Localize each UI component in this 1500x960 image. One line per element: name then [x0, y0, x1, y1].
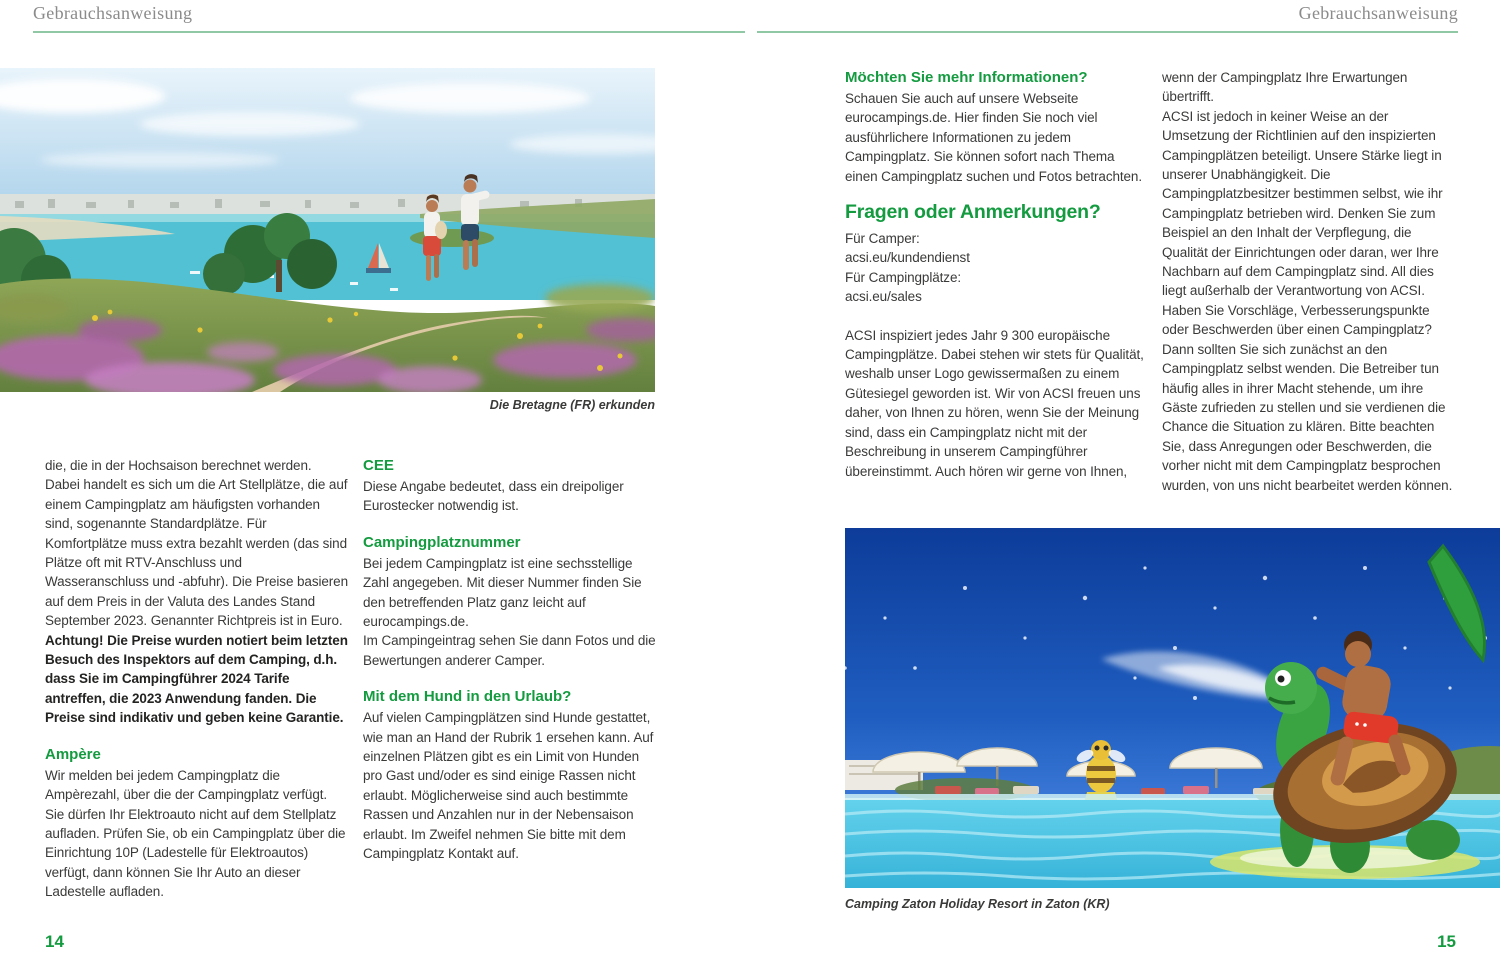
contact-link-sales: acsi.eu/sales — [845, 289, 922, 305]
paragraph-price-warning: Achtung! Die Preise wurden notiert beim letzten Besuch des Inspektors auf dem Camping, d.h. dass Sie im Campingführer 2024 Tarife antreffen, die 2023 Anwendung fanden. Die Preise sind indikativ und geben keine Garantie. — [45, 632, 348, 726]
paragraph-cee: Diese Angabe bedeutet, dass ein dreipoliger Eurostecker notwendig ist. — [363, 479, 624, 514]
zaton-waterpark-photo — [845, 528, 1500, 888]
brittany-photo-caption: Die Bretagne (FR) erkunden — [489, 398, 655, 412]
paragraph-hund: Auf vielen Campingplätzen sind Hunde gestattet, wie man an Hand der Rubrik 1 ersehen kann. Auf einzelnen Plätzen gibt es ein Limit von Hunden pro Gast und/oder es sind einige Rassen nicht erlaubt. Möglicherweise sind auch bestimmte Rassen und Anzahlen nur in der Nebensaison erlaubt. Im Zweifel nehmen Sie bitte mit dem Campingplatz Kontakt auf. — [363, 710, 654, 862]
page-header-left: Gebrauchsanweisung — [33, 3, 193, 23]
heading-mehr-informationen: Möchten Sie mehr Informationen? — [845, 69, 1088, 86]
contact-line-campingplaetze-label: Für Campingplätze: — [845, 269, 962, 285]
paragraph-campingplatznummer-2: Im Campingeintrag sehen Sie dann Fotos und die Bewertungen anderer Camper. — [363, 633, 656, 668]
left-page-column-1 — [45, 456, 348, 902]
paragraph-acsi-inspektion: ACSI inspiziert jedes Jahr 9 300 europäische Campingplätze. Dabei stehen wir stets für Qualität, weshalb unser Logo gewissermaßen zu einem Gütesiegel geworden ist. Wir von ACSI freuen uns daher, von Ihnen zu hören, wenn Sie der Meinung sind, dass ein Campingplatz nicht mit der Beschreibung in unserem Campingführer übereinstimmt. Auch hören wir gerne von Ihnen, — [845, 327, 1144, 479]
contact-line-camper-label: Für Camper: — [845, 231, 920, 247]
paragraph-campingplatznummer-1: Bei jedem Campingplatz ist eine sechsstellige Zahl angegeben. Mit dieser Nummer finden Sie den betreffenden Platz ganz leicht auf eurocampings.de. — [363, 555, 642, 630]
heading-cee: CEE — [363, 457, 394, 474]
left-page-column-2 — [363, 456, 658, 864]
zaton-photo-caption: Camping Zaton Holiday Resort in Zaton (KR) — [845, 897, 1110, 911]
paragraph-erwartungen: wenn der Campingplatz Ihre Erwartungen übertrifft. — [1162, 70, 1408, 105]
contact-link-kundendienst: acsi.eu/kundendienst — [845, 250, 970, 266]
heading-fragen-anmerkungen: Fragen oder Anmerkungen? — [845, 201, 1101, 224]
heading-campingplatznummer: Campingplatznummer — [363, 533, 521, 551]
right-page-column-1 — [845, 68, 1145, 481]
brittany-coast-illustration — [0, 68, 655, 392]
paragraph-ampere: Wir melden bei jedem Campingplatz die Ampèrezahl, über die der Campingplatz verfügt. Sie dürfen Ihr Elektroauto nicht auf dem Stellplatz aufladen. Prüfen Sie, ob ein Campingplatz über die Einrichtung 10P (Ladestelle für Elektroautos) verfügt, dann können Sie Ihr Auto an dieser Ladestelle aufladen. — [45, 767, 346, 900]
paragraph-prices-intro: die, die in der Hochsaison berechnet werden. Dabei handelt es sich um die Art Stellplätze, die auf einem Campingplatz am häufigsten vorhanden sind, sogenannte Standardplätze. Für Komfortplätze muss extra bezahlt werden (das sind Plätze oft mit RTV-Anschluss und Wasseranschluss und -abfuhr). Die Preise basieren auf dem Preis in der Valuta des Landes Stand September 2023. Genannter Richtpreis ist in Euro. — [45, 458, 348, 629]
header-rule-left — [33, 31, 745, 33]
paragraph-mehr-informationen: Schauen Sie auch auf unsere Webseite eurocampings.de. Hier finden Sie noch viel ausführlichere Informationen zu jedem Campingplatz. Sie können sofort nach Thema einen Campingplatz suchen und Fotos betrachten. — [845, 91, 1142, 184]
page-number-right: 15 — [1437, 932, 1456, 951]
paragraph-acsi-unabhaengigkeit: ACSI ist jedoch in keiner Weise an der Umsetzung der Richtlinien auf den inspizierten Campingplätzen beteiligt. Unsere Stärke liegt in unserer Unabhängigkeit. Die Campingplatzbesitzer bestimmen selbst, wie ihr Campingplatz betrieben wird. Denken Sie zum Beispiel an den Inhalt der Verpflegung, die Qualität der Einrichtungen oder daran, wer Ihre Nachbarn auf dem Campingplatz sind. All dies liegt außerhalb der Verantwortung von ACSI. Haben Sie Vorschläge, Verbesserungspunkte oder Beschwerden über einen Campingplatz? Dann sollten Sie sich zunächst an den Campingplatz selbst wenden. Die Betreiber tun häufig alles in ihrer Macht stehende, um ihre Gäste zufrieden zu stellen und sie verdienen die Chance die Situation zu klären. Bitte beachten Sie, dass Anregungen oder Beschwerden, die vorher nicht mit dem Campingplatz besprochen wurden, von uns nicht bearbeitet werden können. — [1162, 108, 1453, 493]
brittany-coast-photo — [0, 68, 655, 392]
right-page-column-2 — [1162, 68, 1457, 495]
heading-ampere: Ampère — [45, 745, 101, 763]
header-rule-right — [757, 31, 1458, 33]
zaton-waterpark-illustration — [845, 528, 1500, 888]
heading-hund: Mit dem Hund in den Urlaub? — [363, 688, 572, 706]
page-header-right: Gebrauchsanweisung — [1298, 3, 1458, 23]
page-number-left: 14 — [45, 932, 64, 951]
